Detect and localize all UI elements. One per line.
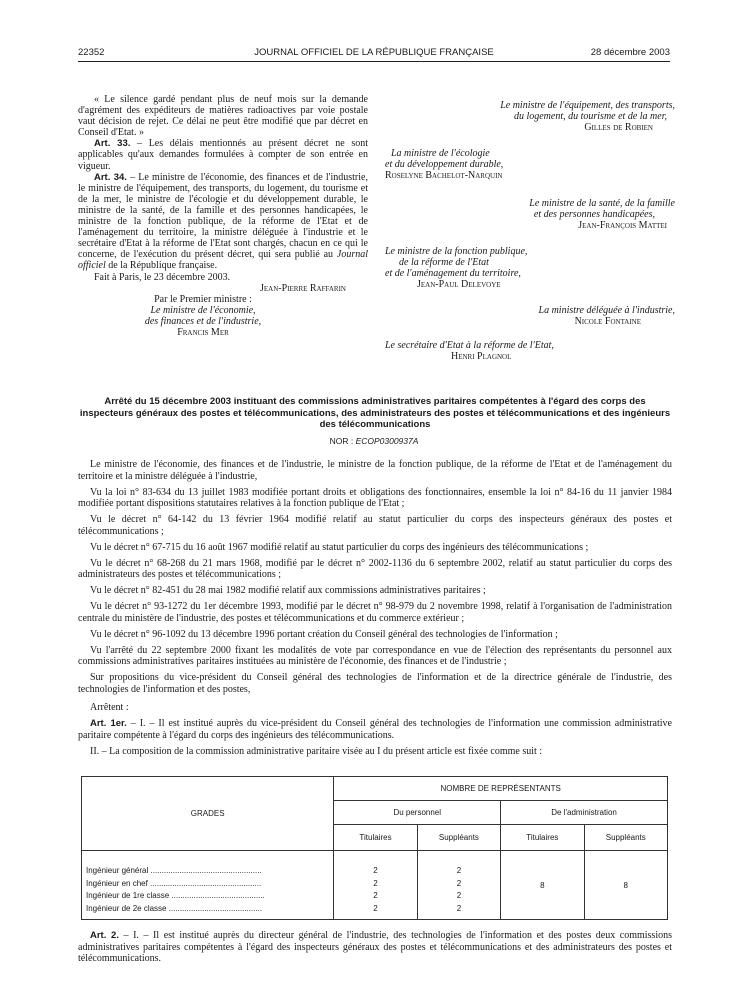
pm-signature: Jean-Pierre Raffarin	[260, 282, 346, 294]
article-33	[78, 138, 368, 171]
value: 2	[373, 866, 378, 875]
article-34	[78, 172, 368, 272]
admin-suppleants-cell: 8	[584, 851, 668, 920]
article-2-text: – I. – Il est institué auprès du directeur général de l'industrie, des technologies de l'information et des postes deux commissions administratives paritaires compétentes à l'égard des inspecteurs généraux des postes et télécommunications et des administrateurs des postes et télécommunications.	[78, 930, 672, 964]
admin-suppleants-header: Suppléants	[584, 825, 668, 851]
signature-reforme-etat	[385, 340, 675, 362]
grade-label: Ingénieur en chef	[86, 878, 148, 888]
signature-fonction-publique	[385, 246, 675, 290]
sig3-name: Jean-François Mattei	[578, 220, 667, 231]
grade-row: Ingénieur de 1re classe ..........................................	[86, 891, 265, 900]
grade-row: Ingénieur en chef ..................................................	[86, 878, 262, 888]
article-1-label: Art. 1er.	[90, 718, 127, 729]
admin-titulaires-header: Titulaires	[501, 825, 584, 851]
sig3-title-1: Le ministre de la santé, de la famille	[529, 198, 675, 209]
composition-table	[81, 776, 668, 920]
sig4-name: Jean-Paul Delevoye	[417, 279, 501, 290]
page-number: 22352	[78, 47, 105, 58]
sig1-title-2: du logement, du tourisme et de la mer,	[513, 111, 667, 122]
eco-signature: Francis Mer	[177, 326, 229, 338]
grade-row: Ingénieur de 2e classe ..........................................	[86, 903, 263, 913]
header-rule	[78, 61, 670, 62]
article-34-text: – Le ministre de l'économie, des finances et de l'industrie, le ministre de l'équipement, des transports, du logement, du tourisme et de la mer, le ministre de l'écologie et du développement durable, le ministre de la santé, de la famille et des personnes handicapées, le ministre de la fonction publique, de la réforme de l'Etat et de l'aménagement du territoire, la ministre déléguée à l'industrie et le secrétaire d'Etat à la réforme de l'Etat sont chargés, chacun en ce qui le concerne, de l'exécution du présent décret, qui sera publié au	[78, 171, 368, 261]
signature-ecologie	[385, 148, 675, 181]
visa-paragraph: Vu le décret n° 93-1272 du 1er décembre 1993, modifié par le décret n° 98-979 du 2 novembre 1998, relatif à l'organisation de l'administration centrale du ministère de l'industrie, des postes et télécommunications et du commerce extérieur ;	[78, 601, 672, 624]
grade-label: Ingénieur de 2e classe	[86, 903, 167, 913]
nombre-header: NOMBRE DE REPRÉSENTANTS	[334, 777, 668, 801]
visa-paragraph: Vu le décret n° 68-268 du 21 mars 1968, modifié par le décret n° 2002-1136 du 6 septembre 2002, relatif au statut particulier du corps des administrateurs des postes et télécommunications ;	[78, 557, 672, 580]
sig3-title-2: et des personnes handicapées,	[533, 209, 655, 220]
left-column	[78, 94, 368, 338]
article-34-end: de la République française.	[105, 260, 218, 272]
sig5-name: Nicole Fontaine	[574, 316, 641, 327]
value: 2	[373, 878, 378, 888]
arretent: Arrêtent :	[90, 702, 129, 713]
admin-header: De l'administration	[501, 801, 668, 825]
sig1-title-1: Le ministre de l'équipement, des transports,	[500, 100, 675, 111]
sig2-name: Roselyne Bachelot-Narquin	[385, 170, 503, 181]
eco-title-2: des finances et de l'industrie,	[144, 315, 262, 327]
admin-titulaires-cell: 8	[501, 851, 584, 920]
preamble-paragraph: Le ministre de l'économie, des finances et de l'industrie, le ministre de la fonction publique, de la réforme de l'Etat et de l'aménagement du territoire et la ministre déléguée à l'industrie,	[78, 459, 672, 482]
value: 2	[456, 903, 462, 913]
value: 2	[456, 866, 462, 875]
personnel-suppleants-header: Suppléants	[417, 825, 500, 851]
value: 2	[456, 891, 462, 900]
grade-label: Ingénieur de 1re classe	[86, 891, 170, 900]
sig5-title-1: La ministre déléguée à l'industrie,	[538, 305, 675, 316]
visa-paragraph: Vu le décret n° 64-142 du 13 février 1964 modifié relatif au statut particulier du corps des inspecteurs généraux des postes et télécommunications ;	[78, 514, 672, 537]
journal-title: JOURNAL OFFICIEL DE LA RÉPUBLIQUE FRANÇAISE	[254, 47, 494, 58]
visa-paragraph: Vu le décret n° 82-451 du 28 mai 1982 modifié relatif aux commissions administratives paritaires ;	[90, 585, 486, 596]
grades-header: GRADES	[82, 777, 334, 851]
arrete-title: Arrêté du 15 décembre 2003 instituant des commissions administratives paritaires compétentes à l'égard des corps des inspecteurs généraux des postes et télécommunications, des administrateurs des postes et télécommunications et des ingénieurs des télécommunications	[79, 396, 671, 430]
grade-label: Ingénieur général	[86, 866, 149, 875]
sig6-name: Henri Plagnol	[451, 351, 512, 362]
sig6-title-1: Le secrétaire d'Etat à la réforme de l'Etat,	[385, 340, 554, 351]
nor-value: ECOP0300937A	[355, 436, 419, 446]
article-1-ii: II. – La composition de la commission administrative paritaire visée au I du présent article est fixée comme suit :	[90, 745, 543, 757]
article-34-label: Art. 34.	[94, 171, 127, 183]
quoted-paragraph: « Le silence gardé pendant plus de neuf mois sur la demande d'agrément des expéditeurs de matières radioactives par voie postale vaut décision de rejet. Ce délai ne peut être modifié que par décret en Conseil d'Etat. »	[78, 94, 368, 139]
grades-cell	[82, 851, 334, 920]
personnel-titulaires-cell	[334, 851, 417, 920]
visa-paragraph: Vu la loi n° 83-634 du 13 juillet 1983 modifiée portant droits et obligations des fonctionnaires, ensemble la loi n° 84-16 du 11 janvier 1984 modifiée portant dispositions statutaires relatives à la fonction publique de l'Etat ;	[78, 486, 672, 509]
nor-reference	[0, 436, 748, 446]
value: 2	[456, 878, 462, 888]
article-33-label: Art. 33.	[94, 138, 131, 150]
visa-paragraph: Vu le décret n° 67-715 du 16 août 1967 modifié relatif au statut particulier du corps des ingénieurs des télécommunications ;	[90, 541, 589, 553]
signature-sante	[470, 198, 675, 231]
article-1-text: – I. – Il est institué auprès du vice-président du Conseil général des technologies de l'information une commission administrative paritaire compétente à l'égard du corps des ingénieurs des télécommunications.	[78, 718, 672, 741]
sig4-title-3: et de l'aménagement du territoire,	[385, 268, 521, 279]
sig1-name: Gilles de Robien	[584, 122, 653, 133]
arrete-body	[78, 459, 672, 762]
article-33-text: – Les délais mentionnés au présent décret ne sont applicables qu'aux demandes formulées à compter de son entrée en vigueur.	[78, 138, 368, 172]
article-1	[78, 718, 672, 741]
grade-row: Ingénieur général ..................................................	[86, 866, 262, 875]
page-header	[78, 47, 670, 61]
visa-paragraph: Vu l'arrêté du 22 septembre 2000 fixant les modalités de vote par correspondance en vue de l'élection des représentants du personnel aux commissions administratives paritaires instituées au ministère de l'économie, des finances et de l'industrie ;	[78, 644, 672, 667]
pm-by: Par le Premier ministre :	[154, 293, 252, 305]
signature-equipement	[470, 100, 675, 133]
personnel-suppleants-cell	[417, 851, 500, 920]
visa-paragraph: Vu le décret n° 96-1092 du 13 décembre 1996 portant création du Conseil général des technologies de l'information ;	[90, 628, 558, 640]
sig2-title-2: et du développement durable,	[385, 159, 504, 170]
proposal-paragraph: Sur propositions du vice-président du Conseil général des technologies de l'information et de la directrice générale de l'industrie, des technologies de l'information et des postes,	[78, 672, 672, 695]
sig2-title-1: La ministre de l'écologie	[391, 148, 490, 159]
nor-label: NOR :	[329, 436, 356, 446]
journal-officiel-ref: Journal officiel	[78, 249, 368, 272]
sig4-title-2: de la réforme de l'Etat	[399, 257, 489, 268]
personnel-titulaires-header: Titulaires	[334, 825, 417, 851]
done-at: Fait à Paris, le 23 décembre 2003.	[94, 271, 231, 283]
personnel-header: Du personnel	[334, 801, 501, 825]
value: 2	[373, 891, 378, 900]
issue-date: 28 décembre 2003	[590, 47, 670, 58]
article-2	[78, 930, 672, 965]
eco-title-1: Le ministre de l'économie,	[150, 304, 256, 316]
signature-industrie	[470, 305, 675, 327]
value: 2	[373, 903, 378, 913]
article-2-label: Art. 2.	[90, 930, 119, 941]
sig4-title-1: Le ministre de la fonction publique,	[385, 246, 528, 257]
